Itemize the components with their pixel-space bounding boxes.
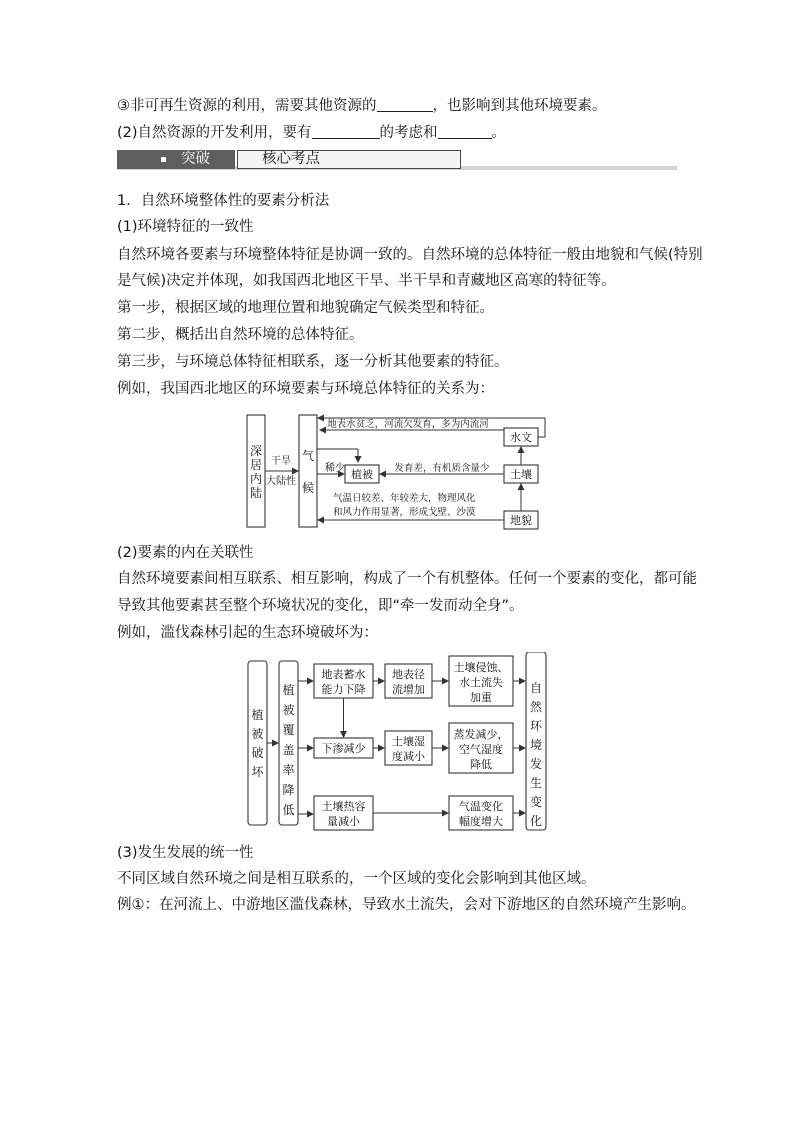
box-char: 内 [249,472,263,486]
box-text: 土壤侵蚀、 [453,661,509,674]
paragraph-line: 导致其他要素甚至整个环境状况的变化，即“牵一发而动全身”。 [117,598,524,614]
box-text: 土壤 [510,468,532,481]
box-char: 陆 [249,486,263,500]
box-char: 被 [251,727,264,741]
paragraph-line: 例如，我国西北地区的环境要素与环境总体特征的关系为： [117,381,494,397]
paragraph-line: 第二步，概括出自然环境的总体特征。 [117,327,364,343]
box-char: 居 [249,458,263,472]
box-char: 环 [529,719,543,733]
box-text: 地表径 [392,668,425,681]
box-text: 水土流失 [459,676,503,689]
box-text: 土壤热容 [321,800,366,813]
box-text: 降低 [470,758,492,771]
paragraph-line: 例如，滥伐森林引起的生态环境破坏为： [117,625,378,641]
label-soil: 发育差，有机质含量少 [394,463,490,474]
box-char: 发 [529,757,543,771]
box-text: 幅度增大 [459,815,503,828]
text-line-development: (2)自然资源的开发利用，要有 的考虑和 。 [117,125,507,141]
box-char: 化 [529,814,543,828]
box-text: 土壤湿 [392,735,425,748]
arrow-label-arid: 干旱 [271,456,291,467]
box-char: 候 [301,481,315,495]
box-char: 坏 [251,765,264,779]
box-char: 盖 [282,743,295,757]
label-landform-1: 气温日较差、年较差大，物理风化 [333,493,476,504]
box-char: 率 [282,763,295,777]
label-sparse: 稀少 [325,463,345,474]
box-char: 降 [282,783,295,797]
box-text: 度减小 [392,750,425,763]
box-text: 加重 [470,691,492,704]
paragraph-line: 第一步，根据区域的地理位置和地貌确定气候类型和特征。 [117,300,494,316]
box-char: 植 [251,708,264,722]
section-banner [117,150,677,170]
label-landform-2: 和风力作用显著，形成戈壁、沙漠 [333,507,476,518]
box-char: 覆 [282,723,295,737]
box-text: 空气湿度 [459,743,503,756]
heading-1: 1．自然环境整体性的要素分析法 [117,193,330,209]
paragraph-line: 例①：在河流上、中游地区滥伐森林，导致水土流失，会对下游地区的自然环境产生影响。 [117,897,696,913]
box-text: 地貌 [510,514,532,527]
box-text: 蒸发减少， [453,728,509,741]
box-text: 量减小 [327,815,360,828]
box-text: 植被 [351,468,373,481]
paragraph-line: 不同区域自然环境之间是相互联系的，一个区域的变化会影响到其他区域。 [117,871,596,887]
subheading-1: (1)环境特征的一致性 [117,219,254,235]
box-char: 生 [529,776,543,790]
box-text: 流增加 [392,683,425,696]
box-text: 水文 [510,431,532,444]
text-line-resource-use: ③非可再生资源的利用，需要其他资源的 ，也影响到其他环境要素。 [117,98,607,114]
box-text: 气温变化 [459,800,503,813]
box-char: 自 [529,681,543,695]
box-char: 低 [282,803,295,817]
arrow-label-continental: 大陆性 [266,476,296,487]
banner-tag: 突破 [117,150,235,169]
paragraph-line: 第三步，与环境总体特征相联系，逐一分析其他要素的特征。 [117,354,509,370]
box-char: 破 [251,746,264,760]
box-char: 境 [529,738,543,752]
box-char: 气 [301,449,315,463]
box-char: 深 [249,444,263,458]
box-text: 地表蓄水 [321,668,366,681]
box-char: 植 [282,683,295,697]
fill-blank [312,124,380,139]
box-char: 变 [529,795,543,809]
fill-blank [438,124,492,139]
square-icon [161,157,166,162]
subheading-2: (2)要素的内在关联性 [117,545,254,561]
banner-title: 核心考点 [237,150,461,169]
box-vegetation-destroyed [248,661,267,825]
box-climate [299,415,317,527]
fill-blank [377,97,433,112]
label-hydrology: 地表水贫乏，河流欠发育，多为内流河 [327,419,489,430]
subheading-3: (3)发生发展的统一性 [117,845,254,861]
box-text: 能力下降 [321,683,366,696]
paragraph-line: 自然环境各要素与环境整体特征是协调一致的。自然环境的总体特征一般由地貌和气候(特别 [117,247,703,263]
box-char: 然 [529,700,543,714]
paragraph-line: 是气候)决定并体现，如我国西北地区干旱、半干旱和青藏地区高寒的特征等。 [117,273,616,289]
box-text: 下渗减少 [321,742,366,755]
box-char: 被 [282,703,295,717]
paragraph-line: 自然环境要素间相互联系、相互影响，构成了一个有机整体。任何一个要素的变化，都可能 [117,571,697,587]
diagram-northwest-environment [240,408,550,532]
diagram-deforestation [243,652,553,832]
